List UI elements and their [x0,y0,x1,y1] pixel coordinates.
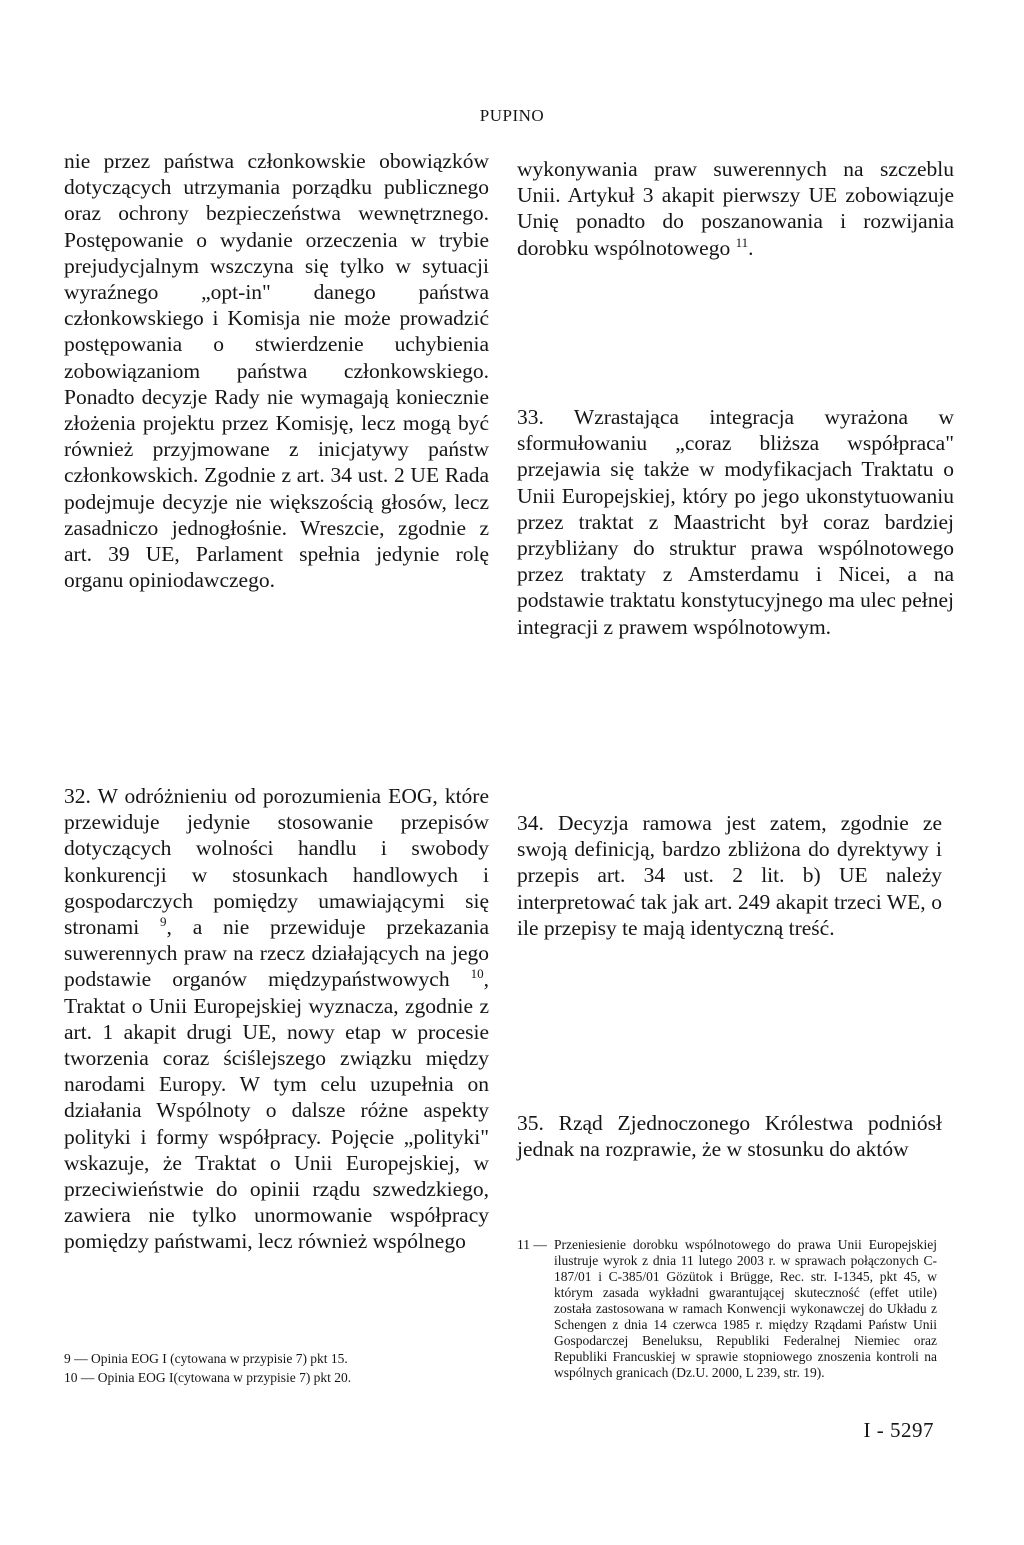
text-run: , a nie przewiduje przekazania suwerennych praw na rzecz działających na jego podstawie organów międzypaństwowych [64,915,489,992]
text-run: 32. W odróżnieniu od porozumienia EOG, które przewiduje jedynie stosowanie przepisów dotyczących wolności handlu i swobody konkurencji w stosunkach handlowych i gospodarczych pomiędzy umawiającymi się stronami [64,784,489,940]
paragraph-text: 33. Wzrastająca integracja wyrażona w sformułowaniu „coraz bliższa współpraca" przejawia się także w modyfikacjach Traktatu o Unii Europejskiej, który po jego ukonstytuowaniu przez traktat z Maastricht był coraz bardziej przybliżany do struktur prawa wspólnotowego przez traktaty z Amsterdamu i Nicei, a na podstawie traktatu konstytucyjnego ma ulec pełnej integracji z prawem wspólnotowym. [517,405,954,639]
paragraph-31-continuation [64,148,489,593]
footnote-9: 9 — Opinia EOG I (cytowana w przypisie 7) pkt 15. [64,1351,348,1366]
page-number: I - 5297 [863,1418,934,1442]
footnote-10: 10 — Opinia EOG I(cytowana w przypisie 7) pkt 20. [64,1370,352,1385]
footnote-11 [517,1237,937,1381]
footnote-number: 11 — [517,1237,547,1252]
paragraph-35 [517,1110,942,1162]
footnote-text: Przeniesienie dorobku wspólnotowego do prawa Unii Europejskiej ilustruje wyrok z dnia 11 lutego 2003 r. w sprawach połączonych C-187/01 i C-385/01 Gözütok i Brügge, Rec. str. I-1345, pkt 45, w którym zasada wykładni gwarantującej skuteczność (effet utile) została zastosowana w ramach Konwencji wykonawczej do Układu z Schengen z dnia 14 czerwca 1985 r. między Rządami Państw Unii Gospodarczej Beneluksu, Republiki Federalnej Niemiec oraz Republiki Francuskiej w sprawie stopniowego znoszenia kontroli na wspólnych granicach (Dz.U. 2000, L 239, str. 19). [554,1237,937,1380]
paragraph-33 [517,404,954,640]
footnote-ref-9[interactable]: 9 [160,914,167,930]
paragraph-text: nie przez państwa członkowskie obowiązków dotyczących utrzymania porządku publicznego oraz ochrony bezpieczeństwa wewnętrznego. Postępowanie o wydanie orzeczenia w trybie prejudycjalnym wszczyna się tylko w sytuacji wyraźnego „opt-in" danego państwa członkowskiego i Komisja nie może prowadzić postępowania o stwierdzenie uchybienia zobowiązaniom państwa członkowskiego. Ponadto decyzje Rady nie wymagają koniecznie złożenia projektu przez Komisję, lecz mogą być również przyjmowane z inicjatywy państw członkowskich. Zgodnie z art. 34 ust. 2 UE Rada podejmuje decyzje nie większością głosów, lecz zasadniczo jednogłośnie. Wreszcie, zgodnie z art. 39 UE, Parlament spełnia jedynie rolę organu opiniodawczego. [64,149,489,593]
paragraph-continuation-right [517,156,954,261]
paragraph-text [517,156,954,261]
text-run: . [748,235,754,260]
footnote-ref-11[interactable]: 11 [735,234,749,250]
text-run: wykonywania praw suwerennych na szczeblu Unii. Artykuł 3 akapit pierwszy UE zobowiązuje Unię ponadto do poszanowania i rozwijania dorobku wspólnotowego [517,157,954,260]
running-header: PUPINO [479,106,545,125]
paragraph-34 [517,810,942,941]
paragraph-text: 34. Decyzja ramowa jest zatem, zgodnie ze swoją definicją, bardzo zbliżona do dyrektywy i przepis art. 34 ust. 2 lit. b) UE należy interpretować tak jak art. 249 akapit trzeci WE, o ile przepisy te mają identyczną treść. [517,811,942,940]
paragraph-text: 35. Rząd Zjednoczonego Królestwa podniósł jednak na rozprawie, że w stosunku do aktów [517,1111,942,1162]
text-run: , Traktat o Unii Europejskiej wyznacza, zgodnie z art. 1 akapit drugi UE, nowy etap w procesie tworzenia coraz ściślejszego związku między narodami Europy. W tym celu uzupełnia on działania Wspólnoty o dalsze różne aspekty polityki i formy współpracy. Pojęcie „polityki" wskazuje, że Traktat o Unii Europejskiej, w przeciwieństwie do opinii rządu szwedzkiego, zawiera nie tylko unormowanie współpracy pomiędzy państwami, lecz również wspólnego [64,967,489,1254]
paragraph-text [64,783,489,1255]
footnote-ref-10[interactable]: 10 [470,966,484,982]
paragraph-32 [64,783,489,1255]
